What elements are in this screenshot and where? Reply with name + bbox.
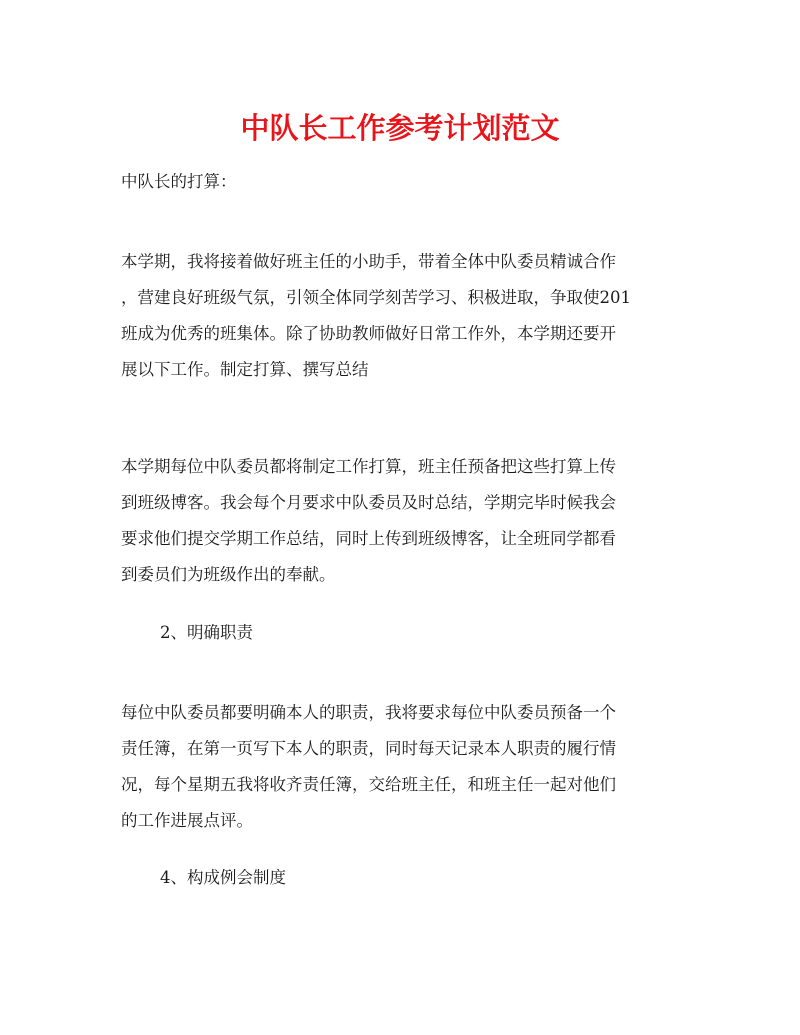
paragraph-2-line: 要求他们提交学期工作总结，同时上传到班级博客，让全班同学都看: [121, 529, 616, 548]
paragraph-3-line: 况，每个星期五我将收齐责任簿，交给班主任，和班主任一起对他们: [121, 775, 616, 794]
paragraph-3-line: 的工作进展点评。: [121, 811, 253, 830]
document-title: 中队长工作参考计划范文: [240, 111, 560, 145]
paragraph-1-line: ，营建良好班级气氛，引领全体同学刻苦学习、积极进取，争取使201: [121, 288, 631, 307]
paragraph-2-line: 本学期每位中队委员都将制定工作打算，班主任预备把这些打算上传: [121, 457, 616, 476]
paragraph-2-line: 到班级博客。我会每个月要求中队委员及时总结，学期完毕时候我会: [121, 493, 616, 512]
paragraph-1-line: 本学期，我将接着做好班主任的小助手，带着全体中队委员精诚合作: [121, 252, 616, 271]
paragraph-3-line: 每位中队委员都要明确本人的职责，我将要求每位中队委员预备一个: [121, 703, 616, 722]
paragraph-3: [121, 695, 691, 839]
paragraph-2-line: 到委员们为班级作出的奉献。: [121, 565, 336, 584]
intro-line: 中队长的打算：: [121, 172, 237, 191]
paragraph-2: [121, 449, 691, 593]
heading-4: 4、构成例会制度: [160, 868, 286, 887]
paragraph-3-line: 责任簿，在第一页写下本人的职责，同时每天记录本人职责的履行情: [121, 739, 616, 758]
paragraph-1: [121, 244, 691, 388]
paragraph-1-line: 班成为优秀的班集体。除了协助教师做好日常工作外，本学期还要开: [121, 324, 616, 343]
paragraph-1-line: 展以下工作。制定打算、撰写总结: [121, 360, 369, 379]
heading-2: 2、明确职责: [160, 623, 253, 642]
